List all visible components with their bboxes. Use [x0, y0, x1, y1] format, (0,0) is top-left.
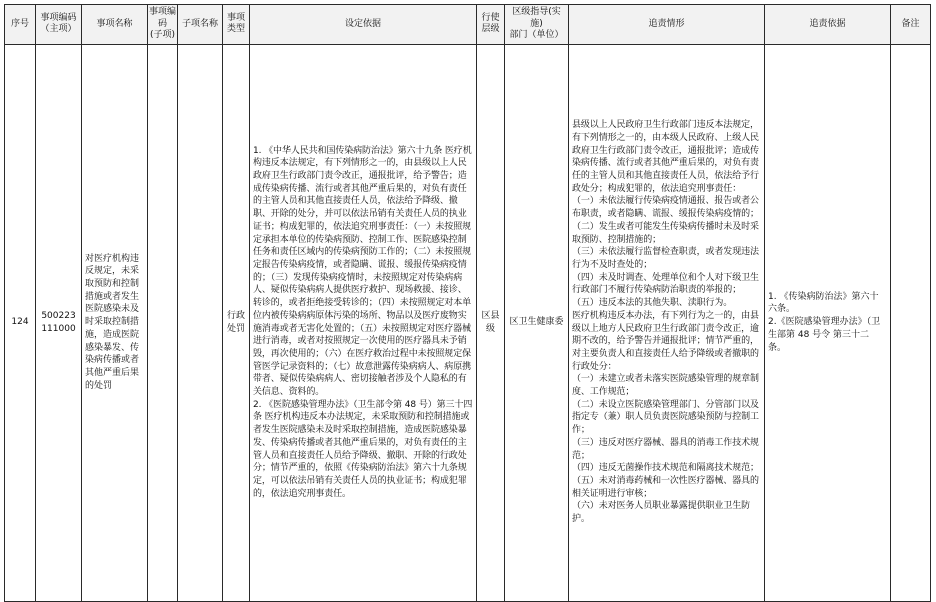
accountability-table — [4, 4, 931, 602]
cell-type: 行政 处罚 — [223, 44, 250, 601]
cell-accountability: 1. 《传染病防治法》第六十六条。 2.《医院感染管理办法》（卫生部第 48 号令 第三十二条。 — [765, 44, 891, 601]
header-type: 事项 类型 — [223, 5, 250, 45]
header-subcode: 事项编 码 (子项) — [148, 5, 178, 45]
header-accountability: 追责依据 — [765, 5, 891, 45]
cell-dept: 区卫生健康委 — [505, 44, 569, 601]
header-subname: 子项名称 — [178, 5, 223, 45]
cell-name: 对医疗机构违反规定，未采取预防和控制措施或者发生医院感染未及时采取控制措施，造成医院感染暴发、传染病传播或者其他严重后果的处罚 — [82, 44, 148, 601]
header-remark: 备注 — [891, 5, 931, 45]
header-dept: 区级指导(实施) 部门（单位） — [505, 5, 569, 45]
cell-subcode — [148, 44, 178, 601]
header-name: 事项名称 — [82, 5, 148, 45]
cell-level: 区县 级 — [477, 44, 505, 601]
header-seq: 序号 — [5, 5, 36, 45]
cell-subname — [178, 44, 223, 601]
header-level: 行使 层级 — [477, 5, 505, 45]
cell-situation: 县级以上人民政府卫生行政部门违反本法规定，有下列情形之一的，由本级人民政府、上级人民政府卫生行政部门责令改正，通报批评；造成传染病传播、流行或者其他严重后果的，对负有责任的主管人员和其他直接责任人员，依法给予行政处分；构成犯罪的，依法追究刑事责任： （一）未依法履行传染病疫情通报、报告或者公布职责，或者隐瞒、谎报、缓报传染病疫情的； （二）发生或者可能发生传染病传播时未及时采取预防、控制措施的； （三）未依法履行监督检查职责，或者发现违法行为不及时查处的； （四）未及时调查、处理单位和个人对下级卫生行政部门不履行传染病防治职责的举报的； （五）违反本法的其他失职、渎职行为。 医疗机构违反本办法，有下列行为之一的，由县级以上地方人民政府卫生行政部门责令改正，逾期不改的，给予警告并通报批评；情节严重的，对主要负责人和直接责任人给予降级或者撤职的行政处分： （一）未建立或者未落实医院感染管理的规章制度、工作规范； （二）未设立医院感染管理部门、分管部门以及指定专（兼）职人员负责医院感染预防与控制工作； （三）违反对医疗器械、器具的消毒工作技术规范； （四）违反无菌操作技术规范和隔离技术规范； （五）未对消毒药械和一次性医疗器械、器具的相关证明进行审核； （六）未对医务人员职业暴露提供职业卫生防护。 — [569, 44, 765, 601]
cell-code: 500223 111000 — [36, 44, 82, 601]
header-situation: 追责情形 — [569, 5, 765, 45]
table-row — [5, 44, 931, 601]
header-code: 事项编码 （主项） — [36, 5, 82, 45]
cell-remark — [891, 44, 931, 601]
cell-basis: 1. 《中华人民共和国传染病防治法》第六十九条 医疗机构违反本法规定，有下列情形之一的，由县级以上人民政府卫生行政部门责令改正，通报批评，给予警告；造成传染病传播、流行或者其他严重后果的，对负有责任的主管人员和其他直接责任人员，依法给予降级、撤职、开除的处分，并可以依法吊销有关责任人员的执业证书；构成犯罪的，依法追究刑事责任：（一）未按照规定承担本单位的传染病预防、控制工作、医院感染控制任务和责任区域内的传染病预防工作的；（二）未按照规定报告传染病疫情，或者隐瞒、谎报、缓报传染病疫情的；（三）发现传染病疫情时，未按照规定对传染病病人、疑似传染病病人提供医疗救护、现场救援、接诊、转诊的，或者拒绝接受转诊的；（四）未按照规定对本单位内被传染病病原体污染的场所、物品以及医疗废物实施消毒或者无害化处置的；（五）未按照规定对医疗器械进行消毒，或者对按照规定一次使用的医疗器具未予销毁，再次使用的；（六）在医疗救治过程中未按照规定保管医学记录资料的；（七）故意泄露传染病病人、病原携带者、疑似传染病病人、密切接触者涉及个人隐私的有关信息、资料的。 2. 《医院感染管理办法》（卫生部令第 48 号）第三十四条 医疗机构违反本办法规定，未采取预防和控制措施或者发生医院感染未及时采取控制措施，造成医院感染暴发、传染病传播或者其他严重后果的，对负有责任的主管人员和直接责任人员给予降级、撤职、开除的行政处分；情节严重的，依照《传染病防治法》第六十九条规定，可以依法吊销有关责任人员的执业证书；构成犯罪的，依法追究刑事责任。 — [250, 44, 477, 601]
header-row — [5, 5, 931, 45]
header-basis: 设定依据 — [250, 5, 477, 45]
cell-seq: 124 — [5, 44, 36, 601]
